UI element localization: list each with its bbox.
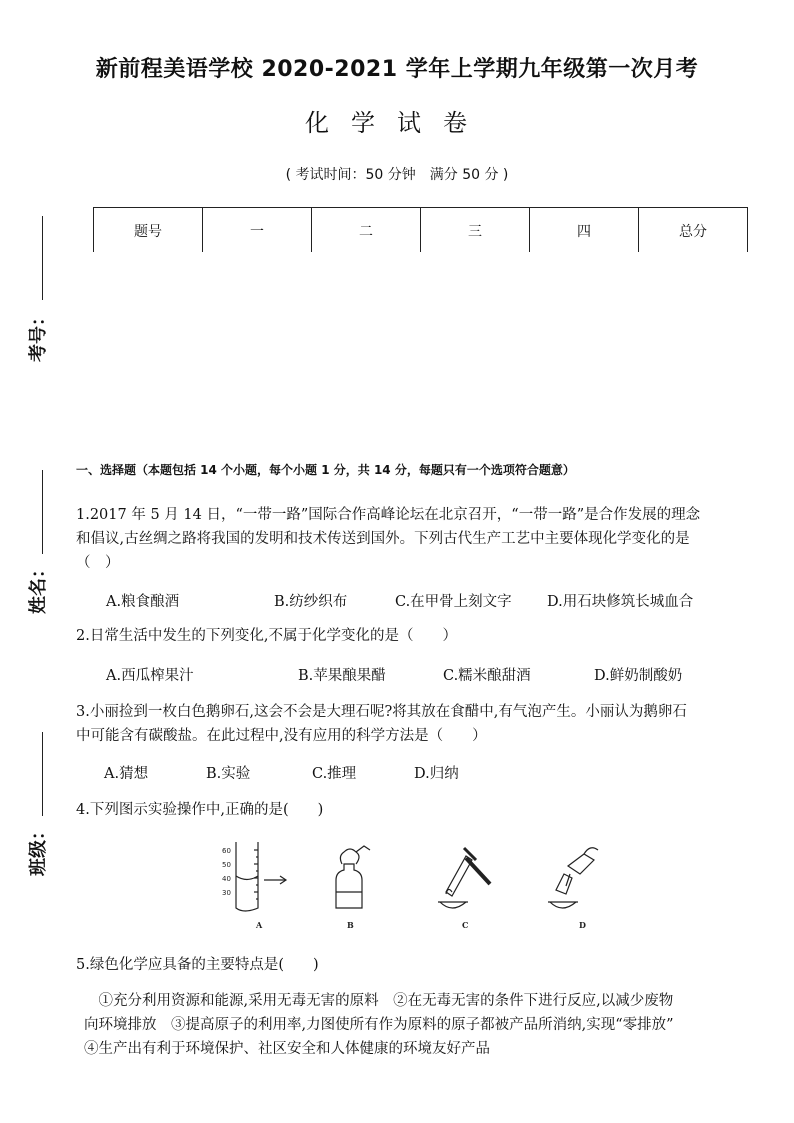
class-label: 班级： [28, 822, 49, 876]
figure-label-d: D [579, 920, 586, 930]
question-3 [76, 700, 756, 748]
question-5 [76, 953, 756, 1061]
score-header-cell: 题号 [94, 208, 203, 252]
question-line: 5.绿色化学应具备的主要特点是( ) [76, 957, 319, 973]
question-2 [76, 624, 756, 648]
score-header-cell: 二 [312, 208, 421, 252]
question-line: 2.日常生活中发生的下列变化,不属于化学变化的是（ ） [76, 628, 457, 644]
question-line: 中可能含有碳酸盐。在此过程中,没有应用的科学方法是（ ） [76, 728, 487, 744]
exam-number-label: 考号： [28, 308, 49, 362]
option-c[interactable]: C.糯米酿甜酒 [443, 668, 531, 684]
name-line [42, 470, 43, 554]
figure-label-c: C [462, 920, 469, 930]
question-line: 向环境排放 ③提高原子的利用率,力图使所有作为原料的原子都被产品所消纳,实现“零排放” [84, 1017, 674, 1033]
question-line: 3.小丽捡到一枚白色鹅卵石,这会不会是大理石呢?将其放在食醋中,有气泡产生。小丽认为鹅卵石 [76, 704, 687, 720]
score-header-cell: 总分 [639, 208, 748, 252]
score-header-cell: 四 [530, 208, 639, 252]
figure-c-heating [438, 848, 490, 908]
exam-info: ( 考试时间：50 分钟 满分 50 分 ) [285, 167, 509, 183]
figure-label-b: B [347, 920, 354, 930]
school-title: 新前程美语学校 2020-2021 学年上学期九年级第一次月考 [95, 57, 699, 82]
figure-a-cylinder [236, 842, 286, 911]
figure-d-pouring [548, 848, 598, 908]
option-a[interactable]: A.猜想 [104, 766, 149, 782]
name-label: 姓名： [28, 560, 49, 614]
cylinder-tick: 30 [222, 889, 231, 897]
score-table-header-row [94, 208, 748, 252]
cylinder-tick: 40 [222, 875, 231, 883]
option-d[interactable]: D.鲜奶制酸奶 [594, 668, 683, 684]
option-d[interactable]: D.用石块修筑长城血合 [547, 594, 694, 610]
score-table [93, 207, 748, 252]
option-d[interactable]: D.归纳 [414, 766, 459, 782]
option-a[interactable]: A.西瓜榨果汁 [106, 668, 194, 684]
question-line: 1.2017 年 5 月 14 日，“一带一路”国际合作高峰论坛在北京召开，“一带一路”是合作发展的理念 [76, 507, 701, 523]
score-header-cell: 三 [421, 208, 530, 252]
subject-title: 化学试卷 [305, 109, 489, 137]
cylinder-tick: 60 [222, 847, 231, 855]
figure-label-a: A [256, 920, 263, 930]
option-b[interactable]: B.纺纱织布 [274, 594, 348, 610]
exam-number-line [42, 216, 43, 300]
figure-b-bottle [336, 846, 370, 908]
cylinder-tick: 50 [222, 861, 231, 869]
option-b[interactable]: B.苹果酿果醋 [298, 668, 386, 684]
experiment-figures [220, 836, 620, 932]
option-a[interactable]: A.粮食酿酒 [106, 594, 180, 610]
score-header-cell: 一 [203, 208, 312, 252]
question-2-options [0, 664, 794, 688]
option-b[interactable]: B.实验 [206, 766, 251, 782]
section-heading: 一、选择题（本题包括 14 个小题，每个小题 1 分，共 14 分，每题只有一个选项符合题意） [76, 463, 575, 477]
question-line: 4.下列图示实验操作中,正确的是( ) [76, 802, 324, 818]
question-1 [76, 503, 756, 575]
question-3-options [0, 762, 794, 786]
option-c[interactable]: C.在甲骨上刻文字 [395, 594, 512, 610]
option-c[interactable]: C.推理 [312, 766, 357, 782]
question-line: （ ） [76, 555, 120, 571]
question-4 [76, 798, 756, 822]
question-line: 和倡议,古丝绸之路将我国的发明和技术传送到国外。下列古代生产工艺中主要体现化学变化的是 [76, 531, 690, 547]
question-1-options [0, 590, 794, 614]
question-line: ④生产出有利于环境保护、社区安全和人体健康的环境友好产品 [84, 1041, 490, 1057]
question-line: ①充分利用资源和能源,采用无毒无害的原料 ②在无毒无害的条件下进行反应,以减少废物 [84, 993, 674, 1009]
